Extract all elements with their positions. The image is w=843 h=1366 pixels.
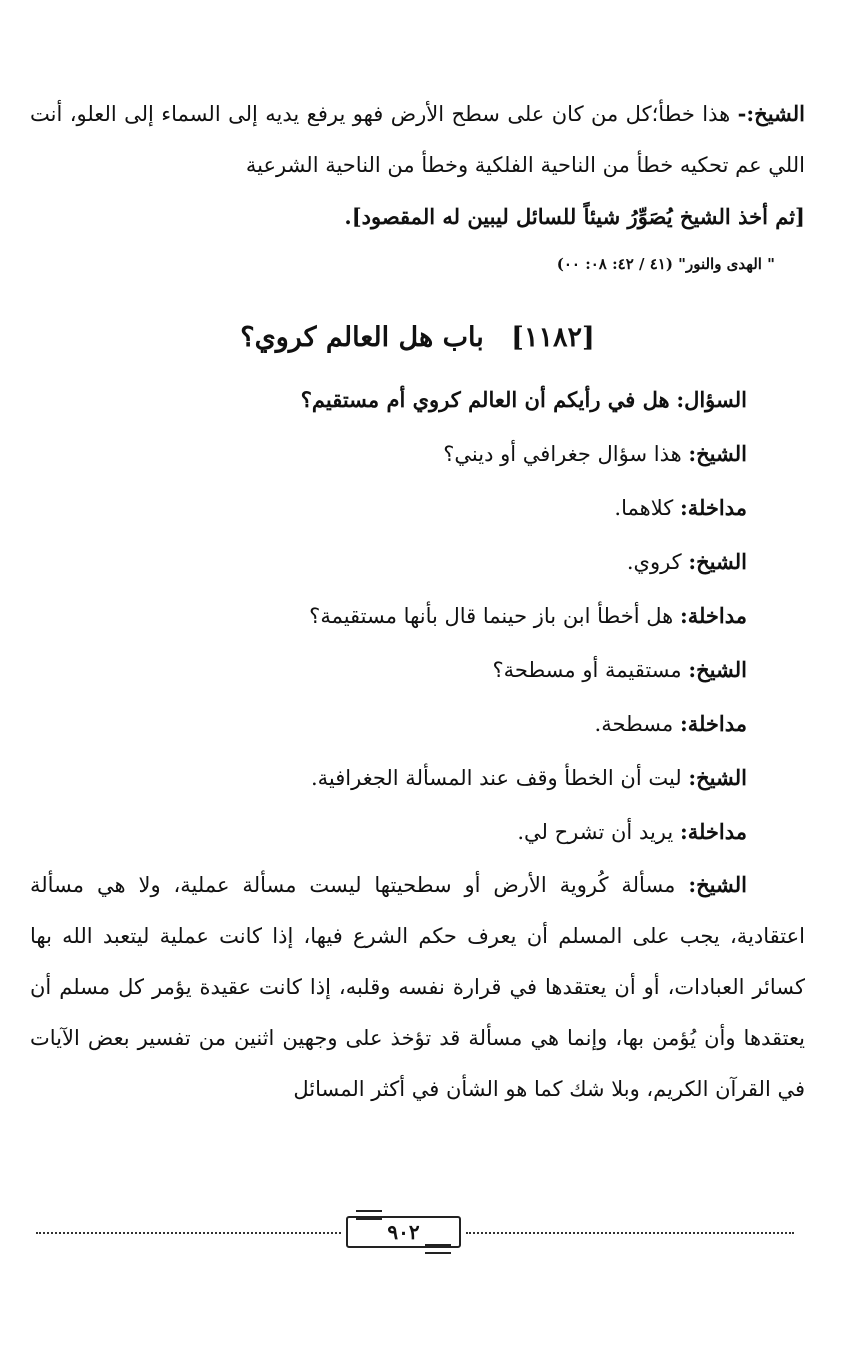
dialogue-text: مسطحة. <box>594 712 674 736</box>
speaker-label: السؤال: <box>676 387 747 412</box>
final-paragraph <box>30 859 805 1115</box>
speaker-label: مداخلة: <box>679 711 747 736</box>
dialogue-line <box>30 805 805 859</box>
page-number: ٩٠٢ <box>387 1220 420 1244</box>
dialogue-line <box>30 427 805 481</box>
dialogue-text: يريد أن تشرح لي. <box>517 820 674 844</box>
dialogue-text: هذا سؤال جغرافي أو ديني؟ <box>443 442 682 466</box>
page-content <box>30 88 805 1115</box>
section-number: [١١٨٢] <box>511 322 595 353</box>
bracket-note: [ثم أخذ الشيخ يُصَوِّرُ شيئاً للسائل ليبين له المقصود]. <box>344 204 805 229</box>
source-citation: " الهدى والنور" (٤١ / ٤٢: ٠٨: ٠٠) <box>556 255 775 273</box>
dialogue-line <box>30 373 805 427</box>
dialogue-text: كروي. <box>626 550 682 574</box>
page-footer <box>36 1216 794 1250</box>
dialogue-line <box>30 751 805 805</box>
dialogue-text: ليت أن الخطأ وقف عند المسألة الجغرافية. <box>310 766 682 790</box>
section-title: باب هل العالم كروي؟ <box>240 322 484 353</box>
dialogue-line <box>30 535 805 589</box>
intro-text: هذا خطأ؛كل من كان على سطح الأرض فهو يرفع يديه إلى السماء إلى العلو، أنت اللي عم تحكيه خطأ من الناحية الفلكية وخطأ من الناحية الشرعية <box>30 102 805 177</box>
dialogue-line <box>30 643 805 697</box>
dialogue-text: كلاهما. <box>614 496 674 520</box>
speaker-label: الشيخ: <box>688 549 747 574</box>
dialogue-line <box>30 697 805 751</box>
dialogue-line <box>30 589 805 643</box>
speaker-label: الشيخ: <box>688 441 747 466</box>
speaker-label: الشيخ: <box>688 765 747 790</box>
dotted-rule-right <box>466 1232 794 1234</box>
dialogue-list <box>30 373 805 859</box>
speaker-label: الشيخ: <box>688 657 747 682</box>
speaker-label: مداخلة: <box>679 495 747 520</box>
dotted-rule-left <box>36 1232 341 1234</box>
intro-paragraph <box>30 88 805 243</box>
speaker-label: الشيخ:- <box>737 101 805 126</box>
dialogue-line <box>30 481 805 535</box>
dialogue-text: مستقيمة أو مسطحة؟ <box>492 658 682 682</box>
speaker-label: مداخلة: <box>679 603 747 628</box>
page-number-ornament <box>346 1216 461 1248</box>
final-text: مسألة كُروية الأرض أو سطحيتها ليست مسألة عملية، ولا هي مسألة اعتقادية، يجب على المسلم أن يعرف حكم الشرع فيها، إذا كانت عملية ليتعبد الله بها كسائر العبادات، أو أن يعتقدها في قرارة نفسه وقلبه، إذا كانت عقيدة يؤمر كل مسلم أن يعتقدها وأن يُؤمن بها، وإنما هي مسألة قد تؤخذ على وجهين اثنين من تفسير بعض الآيات في القرآن الكريم، وبلا شك كما هو الشأن في أكثر المسائل <box>30 873 805 1101</box>
dialogue-text: هل في رأيكم أن العالم كروي أم مستقيم؟ <box>300 387 670 412</box>
speaker-label: الشيخ: <box>688 872 747 897</box>
section-heading <box>30 313 805 363</box>
speaker-label: مداخلة: <box>679 819 747 844</box>
dialogue-text: هل أخطأ ابن باز حينما قال بأنها مستقيمة؟ <box>309 604 674 628</box>
